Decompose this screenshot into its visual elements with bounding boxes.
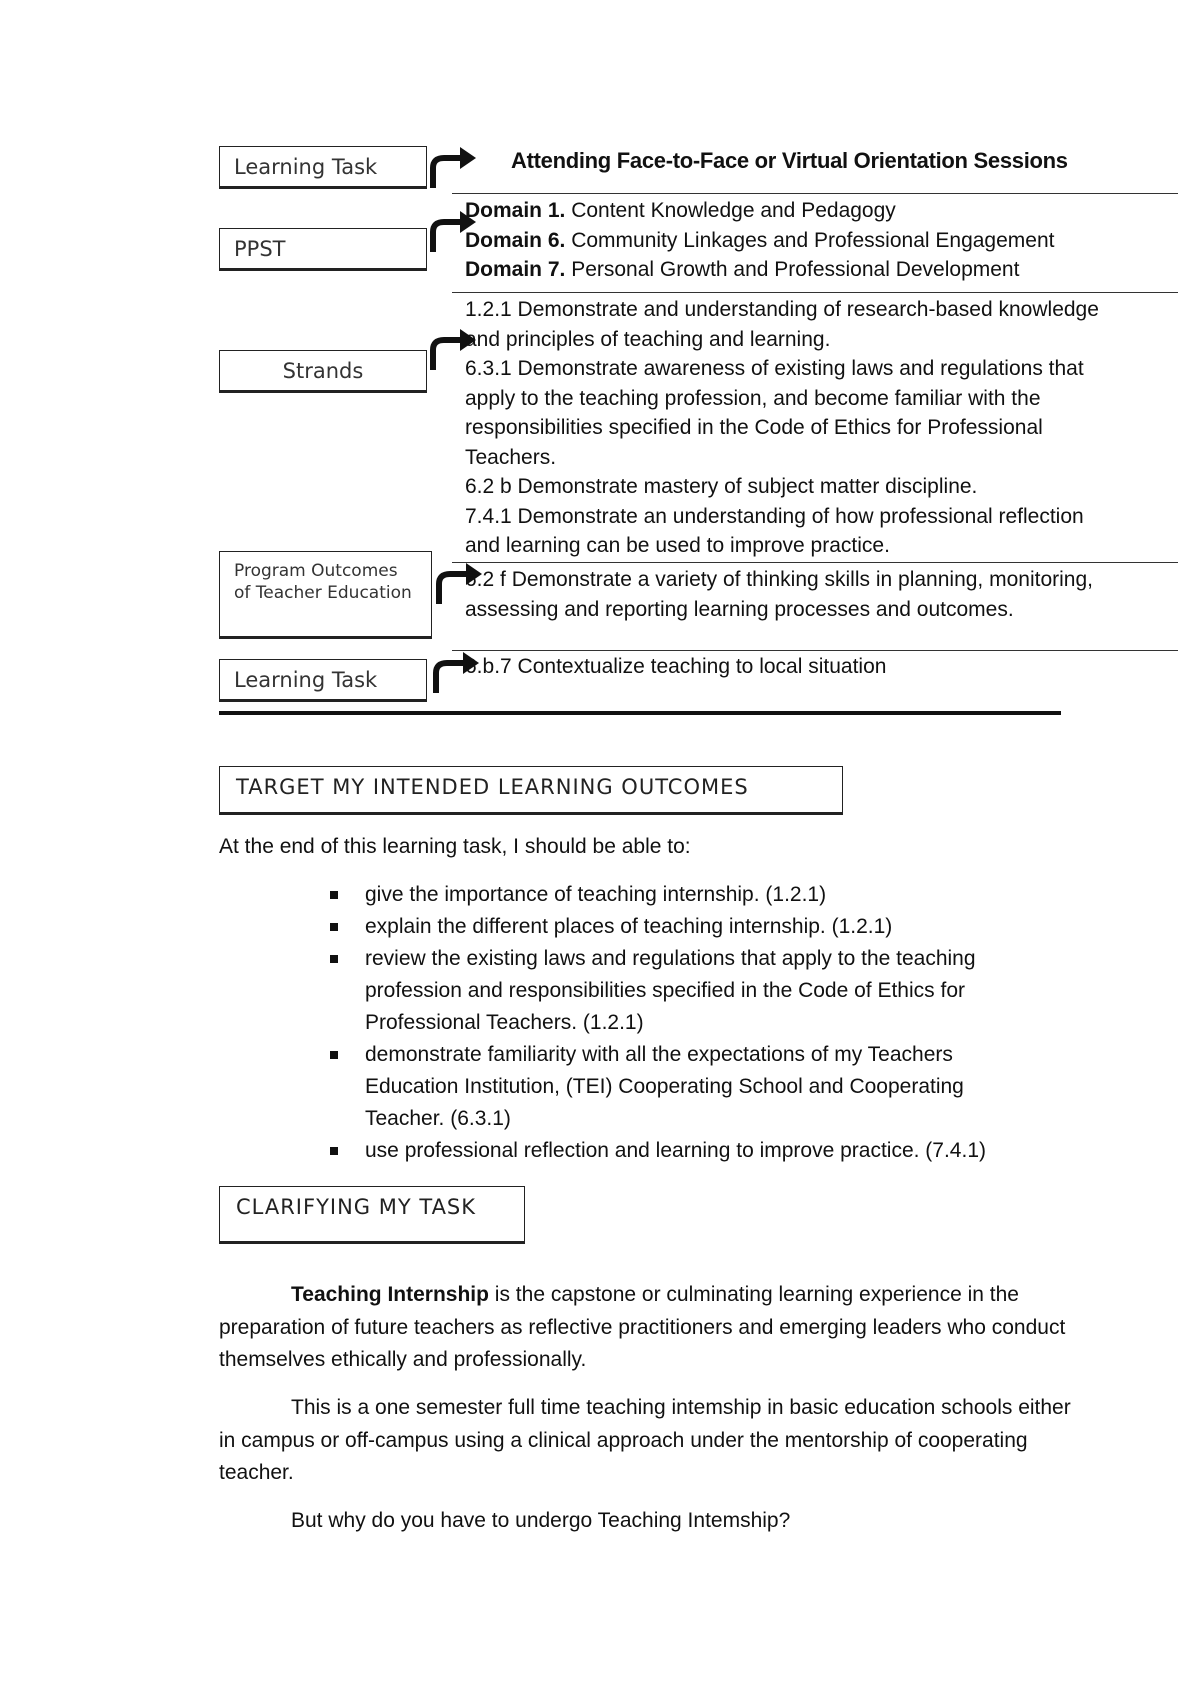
target-heading: TARGET MY INTENDED LEARNING OUTCOMES (236, 775, 749, 799)
strands-label: Strands (282, 358, 364, 383)
learning-task-label-box-2 (219, 659, 427, 700)
paragraph: Teaching Internship is the capstone or culminating learning experience in the preparation of future teachers as reflective practitioners and emerging leaders who conduct themselves ethically and professionally. (219, 1283, 1066, 1371)
strands-text (465, 295, 1099, 561)
thick-divider (219, 711, 1061, 715)
outcomes-list (328, 879, 1048, 1167)
list-item: review the existing laws and regulations that apply to the teaching profession and responsibilities specified in the Code of Ethics for Professional Teachers. (1.2.1) (328, 943, 1048, 1039)
list-item: use professional reflection and learning to improve practice. (7.4.1) (328, 1135, 1048, 1167)
learning-task-label: Learning Task (234, 154, 378, 179)
learning-task-title: Attending Face-to-Face or Virtual Orientation Sessions (511, 148, 1068, 173)
strand-line: 6.3.1 Demonstrate awareness of existing laws and regulations that (465, 357, 1084, 380)
strand-line: and learning can be used to improve practice. (465, 534, 890, 557)
program-outcomes-label-box (219, 551, 432, 637)
curved-arrow-icon (428, 144, 478, 190)
strand-line: 1.2.1 Demonstrate and understanding of research-based knowledge (465, 298, 1099, 321)
domain-line: Domain 7. Personal Growth and Professional Development (465, 258, 1020, 281)
divider (452, 650, 1178, 651)
strands-label-box (219, 350, 427, 391)
learning-task-item: 6.b.7 Contextualize teaching to local situation (465, 655, 887, 678)
list-item: demonstrate familiarity with all the expectations of my Teachers Education Institution, (TEI) Cooperating School and Cooperating Teacher. (6.3.1) (328, 1039, 1048, 1135)
target-heading-box (219, 766, 843, 813)
list-item: explain the different places of teaching internship. (1.2.1) (328, 911, 1048, 943)
domain-line: Domain 6. Community Linkages and Professional Engagement (465, 228, 1055, 252)
ppst-label: PPST (234, 236, 286, 261)
ppst-domains (465, 196, 1054, 285)
strand-line: and principles of teaching and learning. (465, 327, 831, 351)
paragraph: This is a one semester full time teaching intemship in basic education schools either in campus or off-campus using a clinical approach under the mentorship of cooperating teacher. (219, 1396, 1071, 1484)
divider (452, 193, 1178, 194)
divider (452, 292, 1178, 293)
strand-line: responsibilities specified in the Code of Ethics for Professional (465, 416, 1043, 439)
outcome-line: 6.2 f Demonstrate a variety of thinking skills in planning, monitoring, (465, 568, 1093, 591)
list-item: give the importance of teaching internship. (1.2.1) (328, 879, 1048, 911)
learning-task-label-2: Learning Task (234, 667, 378, 692)
program-outcomes-label: Program Outcomes of Teacher Education (234, 561, 412, 603)
paragraph: But why do you have to undergo Teaching Intemship? (291, 1509, 791, 1532)
outcome-line: assessing and reporting learning processes and outcomes. (465, 597, 1014, 621)
strand-line: 7.4.1 Demonstrate an understanding of how professional reflection (465, 504, 1084, 528)
clarify-heading-box (219, 1186, 525, 1242)
domain-line: Domain 1. Content Knowledge and Pedagogy (465, 199, 896, 222)
clarify-heading: CLARIFYING MY TASK (236, 1195, 477, 1219)
program-outcomes-text (465, 565, 1093, 624)
target-intro: At the end of this learning task, I should be able to: (219, 835, 691, 858)
learning-task-label-box (219, 146, 427, 187)
strand-line: apply to the teaching profession, and become familiar with the (465, 386, 1041, 410)
strand-line: Teachers. (465, 445, 557, 469)
strand-line: 6.2 b Demonstrate mastery of subject matter discipline. (465, 475, 978, 498)
ppst-label-box (219, 228, 427, 269)
divider (452, 562, 1178, 563)
